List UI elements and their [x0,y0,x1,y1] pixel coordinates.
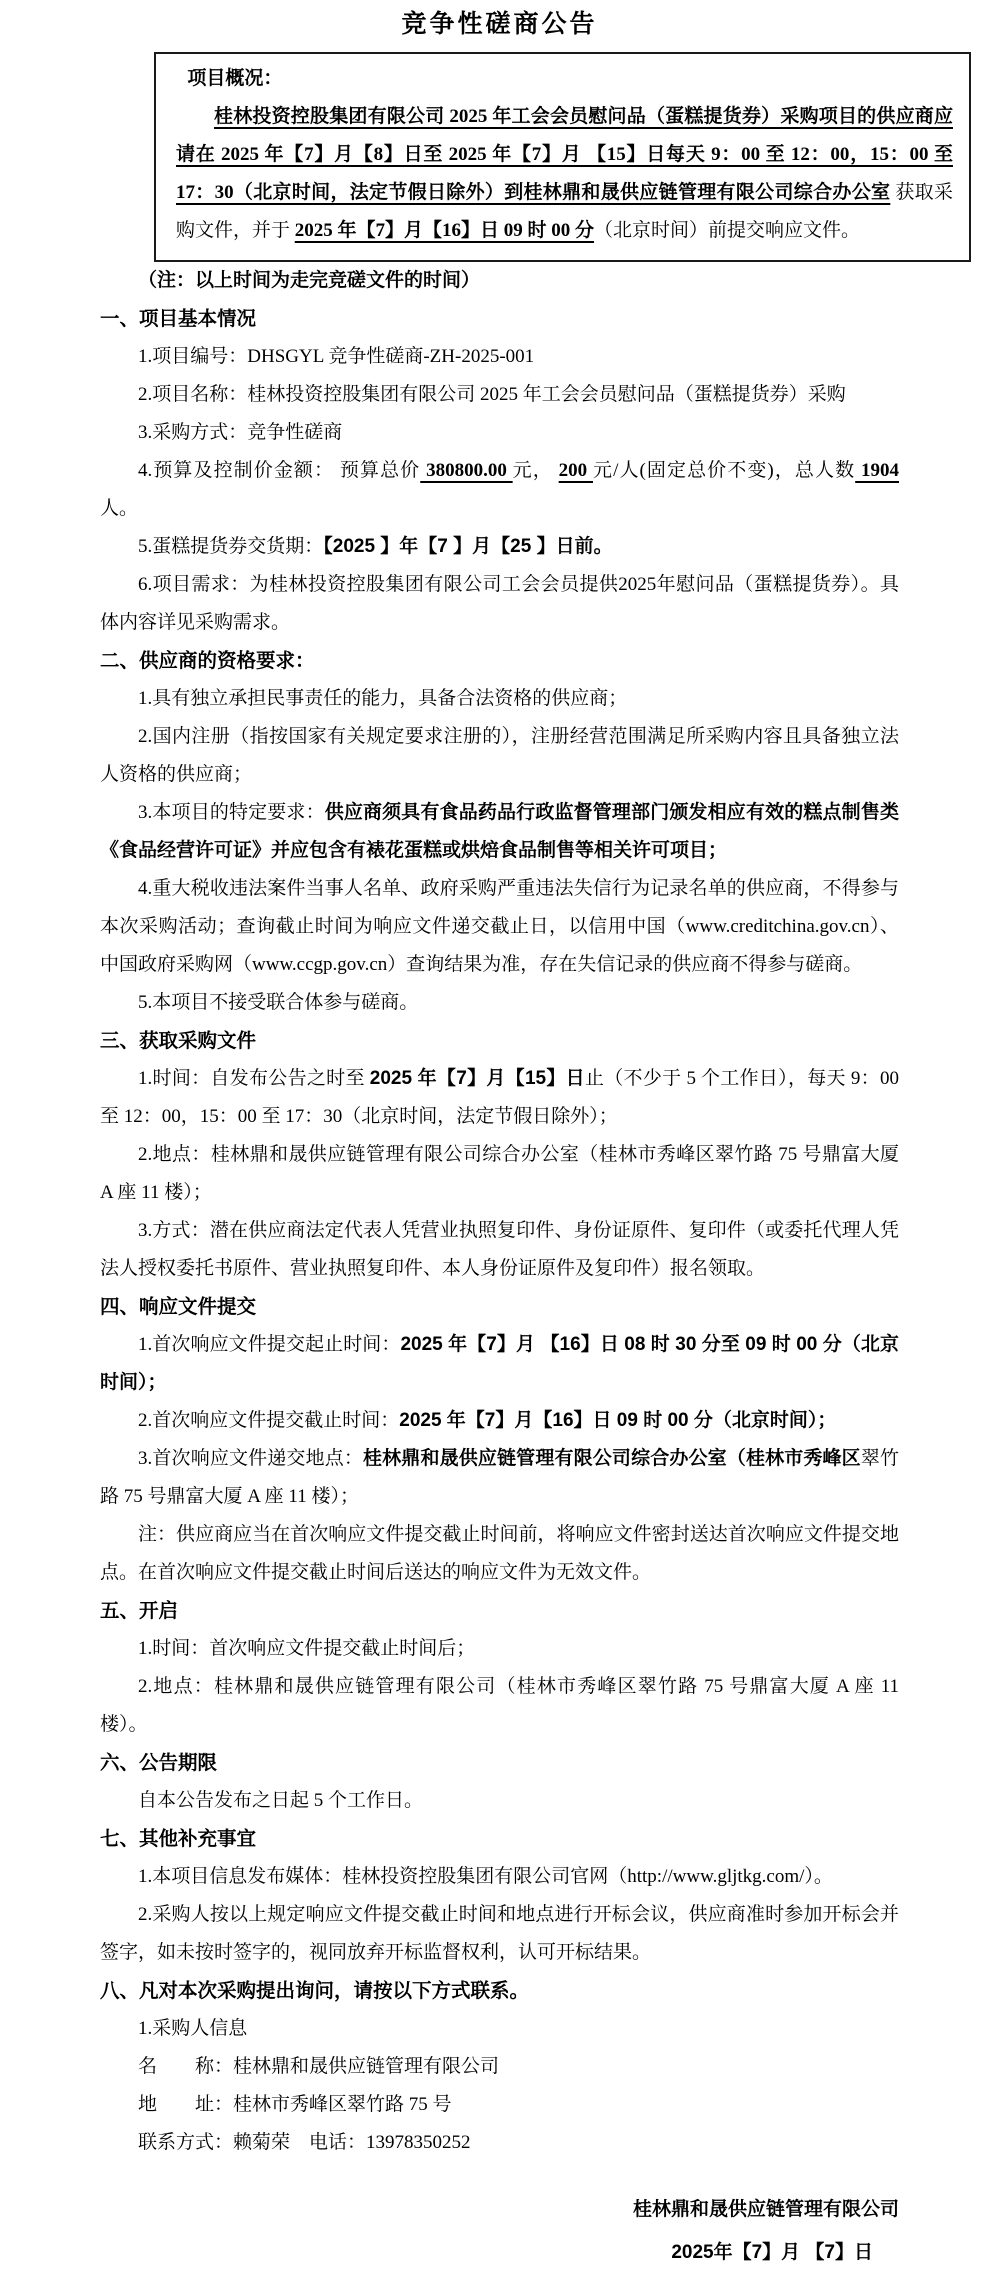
submission-start-item [100,1326,899,1402]
note-line: （注：以上时间为走完竞磋文件的时间） [138,270,481,291]
doc-title: 竞争性磋商公告 [401,11,598,38]
signature-date: 2025年【7】月 【7】日 [671,2242,873,2263]
delivery-date-item [100,528,899,566]
qualification-item-3-label: 3.本项目的特定要求： [138,802,325,823]
budget-total-value: 380800.00 [420,460,513,481]
budget-end: 人。 [100,498,139,519]
signature-company: 桂林鼎和晟供应链管理有限公司 [632,2199,899,2220]
budget-item [100,452,899,528]
qualification-item-5: 5.本项目不接受联合体参与磋商。 [138,992,419,1013]
obtain-place-item: 2.地点：桂林鼎和晟供应链管理有限公司综合办公室（桂林市秀峰区翠竹路 75 号鼎富大厦 A 座 11 楼）； [100,1144,899,1203]
bid-opening-rule-item: 2.采购人按以上规定响应文件提交截止时间和地点进行开标会议，供应商准时参加开标会并签字，如未按时签字的，视同放弃开标监督权利，认可开标结果。 [100,1904,899,1963]
obtain-method-item: 3.方式：潜在供应商法定代表人凭营业执照复印件、身份证原件、复印件（或委托代理人凭法人授权委托书原件、营业执照复印件、本人身份证原件及复印件）报名领取。 [100,1220,899,1279]
overview-plain-2: （北京时间）前提交响应文件。 [594,220,861,241]
budget-mid-1: 元， [512,460,559,481]
overview-main-text: 桂林投资控股集团有限公司 2025 年工会会员慰问品（蛋糕提货券）采购项目的供应商应请在 2025 年【7】月【8】日至 2025 年【7】月 【15】日每天 9：00 至 12：00，15：00 至 17：30（北京时间，法定节假日除外）到桂林鼎和晟供应链管理有限公司综合办公室 [176,106,953,203]
delivery-date-label: 5.蛋糕提货券交货期： [138,536,324,557]
qualification-item-2: 2.国内注册（指按国家有关规定要求注册的），注册经营范围满足所采购内容且具备独立法人资格的供应商； [100,726,899,785]
submission-place-label: 3.首次响应文件递交地点： [138,1448,364,1469]
delivery-date-value: 【2025 】年【7 】月【25 】日前。 [323,536,613,557]
project-name-item: 2.项目名称：桂林投资控股集团有限公司 2025 年工会会员慰问品（蛋糕提货券）采购 [138,384,846,405]
obtain-time-rest: 止（不少于 5 个工作日），每天 9：00 至 12：00，15：00 至 17：30（北京时间，法定节假日除外）； [100,1068,899,1127]
overview-paragraph [176,98,953,250]
opening-time-item: 1.时间：首次响应文件提交截止时间后； [138,1638,476,1659]
qualification-item-3 [100,794,899,870]
purchaser-contact-row: 联系方式：赖菊荣 电话：13978350252 [138,2132,471,2153]
budget-mid-2: 元/人(固定总价不变)，总人数 [593,460,856,481]
submission-place-item [100,1440,899,1516]
qualification-item-4: 4.重大税收违法案件当事人名单、政府采购严重违法失信行为记录名单的供应商，不得参与本次采购活动；查询截止时间为响应文件递交截止日，以信用中国（www.creditchina.gov.cn）、中国政府采购网（www.ccgp.gov.cn）查询结果为准，存在失信记录的供应商不得参与磋商。 [100,878,899,975]
opening-place-item: 2.地点：桂林鼎和晟供应链管理有限公司（桂林市秀峰区翠竹路 75 号鼎富大厦 A 座 11 楼）。 [100,1676,899,1735]
submission-deadline-label: 2.首次响应文件提交截止时间： [138,1410,400,1431]
signature-block [100,2190,899,2276]
project-number-item: 1.项目编号：DHSGYL 竞争性磋商-ZH-2025-001 [138,346,535,367]
overview-deadline: 2025 年【7】月【16】日 09 时 00 分 [294,220,595,241]
section5-heading: 五、开启 [100,1600,179,1622]
overview-box [154,52,971,262]
overview-label: 项目概况： [187,68,283,89]
obtain-time-date: 2025 年【7】月【15】日 [369,1068,585,1089]
submission-place-rest: 翠竹路 75 号鼎富大厦 A 座 11 楼）； [100,1448,899,1507]
qualification-item-1: 1.具有独立承担民事责任的能力，具备合法资格的供应商； [138,688,628,709]
section8-heading: 八、凡对本次采购提出询问，请按以下方式联系。 [100,1980,530,2002]
project-demand-item: 6.项目需求：为桂林投资控股集团有限公司工会会员提供2025年慰问品（蛋糕提货券）。具体内容详见采购需求。 [100,574,899,633]
announcement-period: 自本公告发布之日起 5 个工作日。 [138,1790,424,1811]
section4-heading: 四、响应文件提交 [100,1296,257,1318]
submission-deadline-item [100,1402,899,1440]
budget-per-person-value: 200 [558,460,593,481]
budget-headcount-value: 1904 [855,460,900,481]
purchaser-info-label: 1.采购人信息 [138,2018,248,2039]
submission-deadline-value: 2025 年【7】月【16】日 09 时 00 分（北京时间）； [399,1410,837,1431]
procurement-method-item: 3.采购方式：竞争性磋商 [138,422,343,443]
section2-heading: 二、供应商的资格要求： [100,650,315,672]
section7-heading: 七、其他补充事宜 [100,1828,257,1850]
section1-heading: 一、项目基本情况 [100,308,257,330]
submission-note: 注：供应商应当在首次响应文件提交截止时间前，将响应文件密封送达首次响应文件提交地点。在首次响应文件提交截止时间后送达的响应文件为无效文件。 [100,1524,899,1583]
purchaser-address-row: 地 址：桂林市秀峰区翠竹路 75 号 [138,2094,452,2115]
section6-heading: 六、公告期限 [100,1752,218,1774]
budget-label: 4.预算及控制价金额： 预算总价 [138,460,421,481]
media-item: 1.本项目信息发布媒体：桂林投资控股集团有限公司官网（http://www.gljtkg.com/）。 [138,1866,833,1887]
obtain-time-item [100,1060,899,1136]
obtain-time-label: 1.时间：自发布公告之时至 [138,1068,370,1089]
overview-plain-1: 获取采购文件，并于 [176,182,953,241]
submission-start-value: 2025 年【7】月 【16】日 08 时 30 分至 09 时 00 分（北京时间）； [100,1334,899,1393]
purchaser-name-row: 名 称：桂林鼎和晟供应链管理有限公司 [138,2056,500,2077]
section3-heading: 三、获取采购文件 [100,1030,257,1052]
submission-place-value: 桂林鼎和晟供应链管理有限公司综合办公室（桂林市秀峰区 [363,1448,861,1469]
qualification-item-3-requirement: 供应商须具有食品药品行政监督管理部门颁发相应有效的糕点制售类《食品经营许可证》并应包含有裱花蛋糕或烘焙食品制售等相关许可项目； [100,802,899,861]
submission-start-label: 1.首次响应文件提交起止时间： [138,1334,401,1355]
